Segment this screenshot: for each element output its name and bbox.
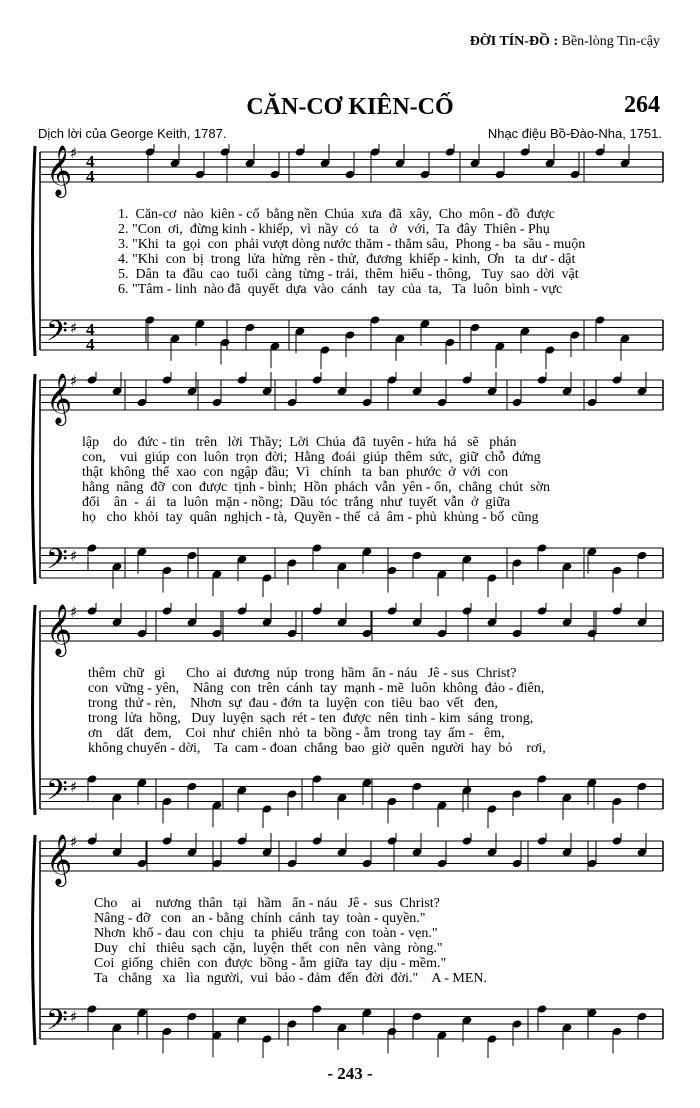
- sharp-icon: ♯: [70, 319, 78, 337]
- verse-line-2: Nâng - đỡ con an - bằng chính cánh tay toàn - quyền.": [94, 911, 426, 926]
- sharp-icon: ♯: [70, 778, 78, 796]
- verse-line-3: Nhơn khổ - đau con chịu ta phiếu trắng con toàn - vẹn.": [94, 926, 438, 941]
- sharp-icon: ♯: [70, 833, 78, 851]
- verse-line-6: họ cho khỏi tay quân nghịch - tà, Quyền - thế cả âm - phủ khủng - bố cũng: [82, 510, 539, 525]
- verse-line-1: 1. Căn-cơ nào kiên - cố bằng nền Chúa xưa đã xây, Cho môn - đồ được: [118, 207, 555, 222]
- tune-credit: Nhạc điệu Bồ-Đào-Nha, 1751.: [487, 126, 662, 141]
- verse-line-5: 5. Dân ta đầu cao tuổi càng từng - trải, thêm hiểu - thông, Tuy sao dời vật: [118, 267, 579, 282]
- verse-line-5: ơn dất đem, Coi như chiên nhỏ ta bồng - ẵm trong tay ấm - êm,: [88, 726, 505, 741]
- verse-line-4: 4. "Khi con bị trong lửa hừng rèn - thử, đương khiếp - kinh, Ơn ta dư - dật: [118, 252, 576, 267]
- sharp-icon: ♯: [70, 603, 78, 621]
- bass-clef-icon: 𝄢: [46, 1004, 68, 1044]
- bass-clef-icon: 𝄢: [46, 774, 68, 814]
- bass-clef-icon: 𝄢: [46, 315, 68, 355]
- section-label: ĐỜI TÍN-ĐỒ :: [469, 34, 559, 49]
- music-system-3: [0, 603, 700, 828]
- sharp-icon: ♯: [70, 144, 78, 162]
- sharp-icon: ♯: [70, 1008, 78, 1026]
- lyrics-credit: Dịch lời của George Keith, 1787.: [38, 126, 227, 141]
- music-system-1: [0, 144, 700, 369]
- verse-line-1: thêm chữ gì Cho ai đương núp trong hầm ẩn - náu Jê - sus Christ?: [88, 666, 517, 681]
- verse-line-6: không chuyển - dời, Ta cam - đoan chẳng bao giờ quên người hay bỏ rơi,: [88, 741, 546, 756]
- time-signature-top: 4: [86, 152, 95, 171]
- treble-clef-icon: 𝄞: [46, 373, 73, 424]
- verse-line-2: con vững - yên, Nâng con trên cánh tay mạnh - mẽ luôn không đảo - điên,: [88, 681, 545, 696]
- verse-line-2: 2. "Con ơi, đừng kinh - khiếp, vì nầy có ta ở với, Ta đây Thiên - Phụ: [118, 222, 550, 237]
- sharp-icon: ♯: [70, 372, 78, 390]
- system-bracket: [33, 605, 36, 815]
- music-system-2: [0, 372, 700, 597]
- verse-line-1: lập do đức - tin trên lời Thầy; Lời Chúa đã tuyên - hứa há sẽ phán: [82, 435, 517, 450]
- verse-line-4: Duy chỉ thiêu sạch cặn, luyện thết con nên vàng ròng.": [94, 941, 443, 956]
- verse-line-6: 6. "Tâm - linh nào đã quyết dựa vào cánh tay của ta, Ta luôn bình - vực: [118, 282, 563, 297]
- verse-line-3: thật không thể xao con ngập đầu; Vì chính ta ban phước ở với con: [82, 465, 509, 480]
- section-header: [470, 34, 660, 50]
- verse-line-4: trong lửa hồng, Duy luyện sạch rét - ten được nên tinh - kim sáng trong,: [88, 711, 534, 726]
- bass-clef-icon: 𝄢: [46, 543, 68, 583]
- subsection-label: Bền-lòng Tin-cậy: [561, 34, 660, 49]
- sharp-icon: ♯: [70, 547, 78, 565]
- verse-line-4: hằng nâng đỡ con được tịnh - bình; Hồn phách vẫn yên - ổn, chẳng chút sờn: [82, 480, 550, 495]
- hymn-number: 264: [624, 92, 660, 118]
- system-bracket: [33, 374, 36, 584]
- time-signature-bottom: 4: [86, 335, 95, 354]
- verse-line-2: con, vui giúp con luôn trọn đời; Hằng đoái giúp thêm sức, giữ chỗ đứng: [82, 450, 541, 465]
- treble-clef-icon: 𝄞: [46, 145, 73, 196]
- verse-line-3: trong thử - rèn, Nhơn sự đau - đớn ta luyện con tiêu bao vết đen,: [88, 696, 498, 711]
- page-number: - 243 -: [327, 1064, 373, 1083]
- verse-line-1: Cho ai nương thân tại hầm ẩn - náu Jê - sus Christ?: [94, 896, 440, 911]
- hymn-title: CĂN-CƠ KIÊN-CỐ: [246, 94, 454, 120]
- verse-line-3: 3. "Khi ta gọi con phải vượt dòng nước thăm - thẳm sâu, Phong - ba sầu - muộn: [118, 237, 586, 252]
- verse-line-5: Coi giống chiên con được bồng - ẵm giữa tay dịu - mềm.": [94, 956, 447, 971]
- time-signature-bottom: 4: [86, 167, 95, 186]
- music-system-4: [0, 833, 700, 1058]
- system-bracket: [33, 835, 36, 1045]
- verse-line-6: Ta chẳng xa lìa người, vui bảo - đảm đến đời đời." A - MEN.: [94, 971, 488, 986]
- treble-clef-icon: 𝄞: [46, 834, 73, 885]
- verse-line-5: đổi ân - ái ta luôn mặn - nồng; Dầu tóc trắng như tuyết vẫn ở giữa: [82, 495, 511, 510]
- system-bracket: [33, 146, 36, 356]
- time-signature-top: 4: [86, 320, 95, 339]
- treble-clef-icon: 𝄞: [46, 604, 73, 655]
